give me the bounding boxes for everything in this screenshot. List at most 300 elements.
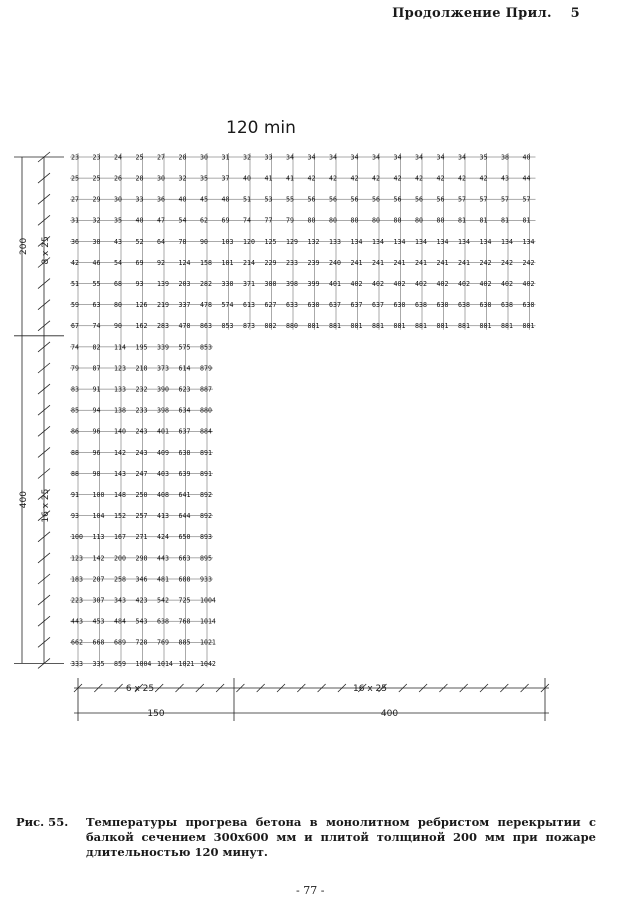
temperature-value: 200 xyxy=(114,554,126,563)
temperature-value: 637 xyxy=(329,301,341,310)
temperature-value: 1014 xyxy=(157,659,173,668)
temperature-value: 195 xyxy=(135,343,148,352)
temperature-value: 443 xyxy=(71,617,83,626)
temperature-value: 229 xyxy=(264,258,277,267)
temperature-value: 134 xyxy=(522,237,535,246)
temperature-value: 337 xyxy=(178,301,191,310)
temperature-value: 30 xyxy=(114,195,122,204)
temperature-value: 69 xyxy=(135,258,144,267)
temperature-value: 38 xyxy=(501,153,509,162)
temperature-value: 882 xyxy=(264,322,277,331)
temperature-value: 298 xyxy=(135,554,148,563)
temperature-value: 46 xyxy=(92,258,101,267)
temperature-value: 104 xyxy=(92,512,105,521)
temperature-value: 63 xyxy=(92,301,101,310)
temperature-value: 402 xyxy=(350,280,363,288)
temperature-value: 80 xyxy=(307,216,316,225)
temperature-value: 68 xyxy=(114,280,122,288)
temperature-value: 891 xyxy=(200,448,212,457)
temperature-value: 399 xyxy=(307,280,320,288)
temperature-value: 892 xyxy=(200,491,212,499)
temperature-value: 853 xyxy=(221,322,234,331)
temperature-value: 402 xyxy=(522,280,535,288)
temperature-value: 81 xyxy=(501,216,509,225)
temperature-value: 398 xyxy=(286,280,298,288)
temperature-value: 77 xyxy=(264,216,273,225)
temperature-value: 638 xyxy=(307,301,320,310)
temperature-value: 34 xyxy=(415,153,423,162)
temperature-value: 443 xyxy=(157,554,169,563)
temperature-value: 34 xyxy=(350,153,359,162)
temperature-value: 69 xyxy=(221,216,230,225)
temperature-value: 31 xyxy=(71,216,79,225)
temperature-value: 79 xyxy=(286,216,294,225)
temperature-value: 43 xyxy=(501,174,509,183)
temperature-value: 126 xyxy=(135,301,148,310)
temperature-value: 242 xyxy=(479,258,492,267)
temperature-value: 333 xyxy=(71,659,83,668)
temperature-value: 892 xyxy=(200,512,212,521)
temperature-value: 91 xyxy=(92,385,101,394)
temperature-value: 85 xyxy=(71,406,79,415)
temperature-value: 40 xyxy=(135,216,144,225)
temperature-value: 86 xyxy=(71,427,79,436)
temperature-value: 79 xyxy=(71,364,79,373)
temperature-value: 639 xyxy=(178,469,191,478)
temperature-value: 24 xyxy=(114,153,122,162)
temperature-value: 575 xyxy=(178,343,191,352)
temperature-value: 574 xyxy=(221,301,234,310)
temperature-value: 1004 xyxy=(135,659,152,668)
temperature-value: 203 xyxy=(178,280,191,288)
temperature-value: 181 xyxy=(221,258,234,267)
temperature-value: 114 xyxy=(114,343,126,352)
temperature-value: 453 xyxy=(92,617,105,626)
temperature-value: 82 xyxy=(92,343,101,352)
dim-label-slab-thickness: 200 xyxy=(19,237,29,255)
temperature-value: 32 xyxy=(92,216,101,225)
temperature-value: 895 xyxy=(200,554,212,563)
temperature-value: 42 xyxy=(372,174,380,183)
temperature-value: 80 xyxy=(436,216,445,225)
temperature-value: 42 xyxy=(71,258,79,267)
temperature-value: 138 xyxy=(114,406,126,415)
temperature-value: 638 xyxy=(436,301,449,310)
temperature-value: 56 xyxy=(307,195,316,204)
temperature-value: 424 xyxy=(157,533,169,542)
temperature-value: 638 xyxy=(415,301,427,310)
temperature-value: 241 xyxy=(393,258,406,267)
temperature-value: 35 xyxy=(200,174,208,183)
temperature-value: 32 xyxy=(243,153,251,162)
temperature-value: 1042 xyxy=(200,659,216,668)
temperature-value: 638 xyxy=(157,617,169,626)
temperature-value: 242 xyxy=(501,258,513,267)
temperature-value: 873 xyxy=(243,322,255,331)
temperature-value: 43 xyxy=(114,237,122,246)
temperature-value: 36 xyxy=(71,237,79,246)
temperature-value: 402 xyxy=(436,280,449,288)
temperature-value: 893 xyxy=(200,533,212,542)
figure-title: 120 min xyxy=(226,118,296,138)
temperature-value: 250 xyxy=(135,491,148,499)
temperature-value: 214 xyxy=(243,258,255,267)
temperature-value: 57 xyxy=(458,195,466,204)
temperature-value: 25 xyxy=(135,153,144,162)
temperature-value: 339 xyxy=(157,343,169,352)
temperature-value: 233 xyxy=(286,258,298,267)
temperature-value: 57 xyxy=(522,195,531,204)
temperature-value: 98 xyxy=(92,469,101,478)
temperature-value: 42 xyxy=(458,174,466,183)
temperature-value: 31 xyxy=(221,153,230,162)
temperature-value: 53 xyxy=(264,195,273,204)
temperature-value: 80 xyxy=(350,216,359,225)
temperature-value: 87 xyxy=(92,364,101,373)
temperature-value: 55 xyxy=(286,195,294,204)
figure-caption xyxy=(16,815,596,860)
temperature-value: 638 xyxy=(522,301,535,310)
temperature-value: 233 xyxy=(135,406,148,415)
temperature-value: 623 xyxy=(178,385,191,394)
temperature-value: 28 xyxy=(178,153,187,162)
temperature-value: 134 xyxy=(501,237,513,246)
temperature-value: 133 xyxy=(114,385,126,394)
temperature-value: 880 xyxy=(200,406,212,415)
temperature-value: 134 xyxy=(458,237,470,246)
temperature-value: 881 xyxy=(522,322,535,331)
temperature-value: 346 xyxy=(135,575,148,584)
temperature-value: 54 xyxy=(178,216,187,225)
temperature-value: 613 xyxy=(243,301,255,310)
temperature-value: 123 xyxy=(114,364,126,373)
temperature-value: 879 xyxy=(200,364,212,373)
temperature-value: 56 xyxy=(436,195,445,204)
temperature-value: 78 xyxy=(178,237,187,246)
temperature-value: 34 xyxy=(393,153,402,162)
temperature-value: 241 xyxy=(436,258,449,267)
temperature-value: 142 xyxy=(92,554,105,563)
temperature-value: 484 xyxy=(114,617,126,626)
temperature-value: 662 xyxy=(71,638,83,647)
temperature-value: 48 xyxy=(221,195,230,204)
temperature-value: 637 xyxy=(178,427,191,436)
temperature-value: 241 xyxy=(372,258,384,267)
temperature-value: 134 xyxy=(372,237,384,246)
temperature-value: 42 xyxy=(436,174,445,183)
temperature-value: 402 xyxy=(479,280,492,288)
temperature-value: 83 xyxy=(71,385,79,394)
temperature-value: 44 xyxy=(522,174,531,183)
temperature-value: 80 xyxy=(114,301,122,310)
temperature-value: 56 xyxy=(393,195,402,204)
temperature-value: 113 xyxy=(92,533,105,542)
temperature-value: 59 xyxy=(71,301,79,310)
temperature-value: 881 xyxy=(329,322,341,331)
temperature-value: 638 xyxy=(479,301,492,310)
temperature-value: 881 xyxy=(501,322,513,331)
temperature-value: 481 xyxy=(157,575,169,584)
temperature-value: 93 xyxy=(71,512,79,521)
temperature-value: 307 xyxy=(92,596,105,605)
temperature-value: 158 xyxy=(200,258,212,267)
temperature-value: 634 xyxy=(178,406,191,415)
temperature-value: 243 xyxy=(135,448,148,457)
temperature-value: 258 xyxy=(114,575,126,584)
temperature-value: 728 xyxy=(135,638,148,647)
temperature-value: 91 xyxy=(71,491,79,499)
temperature-value: 134 xyxy=(415,237,427,246)
temperature-value: 401 xyxy=(157,427,169,436)
temperature-value: 335 xyxy=(92,659,105,668)
temperature-value: 232 xyxy=(135,385,148,394)
temperature-value: 881 xyxy=(436,322,449,331)
temperature-value: 96 xyxy=(92,448,101,457)
temperature-value: 140 xyxy=(114,427,126,436)
temperature-value: 51 xyxy=(71,280,79,288)
temperature-value: 638 xyxy=(501,301,513,310)
temperature-value: 134 xyxy=(393,237,406,246)
temperature-value: 37 xyxy=(221,174,230,183)
temperature-value: 650 xyxy=(178,533,191,542)
temperature-value: 27 xyxy=(71,195,79,204)
temperature-value: 183 xyxy=(71,575,83,584)
temperature-value: 880 xyxy=(286,322,298,331)
temperature-value: 162 xyxy=(135,322,148,331)
temperature-value: 35 xyxy=(479,153,488,162)
dim-label-width-beam-spacing: 6 x 25 xyxy=(125,684,155,694)
temperature-value: 207 xyxy=(92,575,105,584)
temperature-value: 81 xyxy=(479,216,488,225)
temperature-value: 881 xyxy=(415,322,427,331)
temperature-value: 148 xyxy=(114,491,126,499)
temperature-value: 543 xyxy=(135,617,148,626)
temperature-value: 863 xyxy=(200,322,212,331)
temperature-value: 23 xyxy=(71,153,79,162)
temperature-value: 54 xyxy=(114,258,122,267)
temperature-value: 139 xyxy=(157,280,169,288)
temperature-value: 81 xyxy=(522,216,531,225)
temperature-value: 887 xyxy=(200,385,212,394)
temperature-value: 74 xyxy=(92,322,101,331)
temperature-value: 769 xyxy=(157,638,169,647)
temperature-value: 42 xyxy=(350,174,359,183)
temperature-value: 143 xyxy=(114,469,126,478)
temperature-value: 371 xyxy=(243,280,255,288)
temperature-value: 55 xyxy=(92,280,101,288)
temperature-value: 134 xyxy=(479,237,492,246)
temperature-value: 668 xyxy=(92,638,105,647)
temperature-value: 56 xyxy=(329,195,337,204)
temperature-value: 120 xyxy=(243,237,255,246)
temperature-value: 80 xyxy=(329,216,337,225)
temperature-value: 933 xyxy=(200,575,212,584)
temperature-value: 633 xyxy=(286,301,298,310)
temperature-value: 241 xyxy=(415,258,427,267)
temperature-value: 96 xyxy=(92,427,101,436)
temperature-value: 637 xyxy=(350,301,363,310)
temperature-value: 34 xyxy=(458,153,466,162)
temperature-value: 689 xyxy=(114,638,126,647)
temperature-value: 25 xyxy=(92,174,101,183)
temperature-value: 402 xyxy=(501,280,513,288)
temperature-value: 103 xyxy=(221,237,234,246)
temperature-value: 36 xyxy=(157,195,165,204)
temperature-value: 218 xyxy=(135,364,148,373)
temperature-value: 80 xyxy=(372,216,380,225)
temperature-value: 40 xyxy=(178,195,187,204)
temperature-value: 93 xyxy=(135,280,144,288)
temperature-value: 42 xyxy=(329,174,337,183)
temperature-value: 28 xyxy=(135,174,144,183)
temperature-value: 219 xyxy=(157,301,169,310)
dim-label-slab-width: 400 xyxy=(380,709,399,719)
temperature-value: 881 xyxy=(393,322,406,331)
dim-label-beam-height: 400 xyxy=(19,491,29,509)
temperature-value: 38 xyxy=(92,237,101,246)
temperature-value: 41 xyxy=(264,174,273,183)
temperature-value: 33 xyxy=(135,195,144,204)
temperature-value: 152 xyxy=(114,512,126,521)
temperature-value: 56 xyxy=(372,195,380,204)
temperature-value: 80 xyxy=(415,216,423,225)
temperature-value: 1014 xyxy=(200,617,216,626)
temperature-value: 343 xyxy=(114,596,126,605)
temperature-value: 42 xyxy=(479,174,488,183)
temperature-value: 25 xyxy=(71,174,79,183)
temperature-value: 478 xyxy=(178,322,191,331)
temperature-value: 80 xyxy=(393,216,402,225)
temperature-value: 638 xyxy=(393,301,406,310)
temperature-value: 42 xyxy=(393,174,402,183)
temperature-value: 881 xyxy=(479,322,492,331)
temperature-value: 34 xyxy=(286,153,294,162)
temperature-value: 402 xyxy=(415,280,427,288)
temperature-value: 100 xyxy=(71,533,83,542)
temperature-value: 478 xyxy=(200,301,212,310)
temperature-value: 223 xyxy=(71,596,83,605)
temperature-value: 32 xyxy=(178,174,187,183)
temperature-value: 881 xyxy=(307,322,320,331)
dim-label-width-slab-spacing: 16 x 25 xyxy=(353,684,387,694)
temperature-value: 92 xyxy=(157,258,165,267)
dim-label-beam-half-width: 150 xyxy=(147,709,165,719)
temperature-value: 47 xyxy=(157,216,165,225)
temperature-value: 1021 xyxy=(178,659,195,668)
caption-label: Рис. 55. xyxy=(16,815,69,829)
temperature-value: 51 xyxy=(243,195,251,204)
temperature-value: 403 xyxy=(157,469,169,478)
temperature-value: 62 xyxy=(200,216,208,225)
temperature-value: 41 xyxy=(286,174,294,183)
temperature-value: 768 xyxy=(178,617,191,626)
temperature-value: 388 xyxy=(264,280,277,288)
temperature-value: 64 xyxy=(157,237,165,246)
temperature-value: 124 xyxy=(178,258,191,267)
temperature-value: 881 xyxy=(458,322,470,331)
temperature-value: 338 xyxy=(221,280,234,288)
temperature-value: 884 xyxy=(200,427,212,436)
temperature-value: 408 xyxy=(157,491,169,499)
temperature-value: 627 xyxy=(264,301,277,310)
temperature-value: 257 xyxy=(135,512,148,521)
temperature-value: 688 xyxy=(178,575,191,584)
temperature-value: 40 xyxy=(243,174,251,183)
temperature-value: 243 xyxy=(135,427,148,436)
temperature-value: 859 xyxy=(114,659,126,668)
temperature-value: 390 xyxy=(157,385,169,394)
temperature-value: 885 xyxy=(178,638,191,647)
temperature-value: 40 xyxy=(522,153,531,162)
temperature-value: 239 xyxy=(307,258,320,267)
temperature-value: 123 xyxy=(71,554,83,563)
temperature-value: 402 xyxy=(393,280,406,288)
temperature-value: 57 xyxy=(479,195,488,204)
temperature-value: 638 xyxy=(178,448,191,457)
dim-label-slab-spacing: 8 x 25 xyxy=(41,236,51,265)
temperature-value: 88 xyxy=(71,469,79,478)
temperature-value: 402 xyxy=(372,280,384,288)
temperature-value: 34 xyxy=(436,153,445,162)
temperature-value: 1004 xyxy=(200,596,216,605)
temperature-value: 88 xyxy=(71,448,79,457)
temperature-value: 1021 xyxy=(200,638,216,647)
temperature-value: 881 xyxy=(372,322,384,331)
temperature-value: 142 xyxy=(114,448,126,457)
temperature-value: 241 xyxy=(350,258,363,267)
temperature-value: 29 xyxy=(92,195,101,204)
temperature-value: 132 xyxy=(307,237,320,246)
temperature-value: 891 xyxy=(200,469,212,478)
temperature-value: 125 xyxy=(264,237,277,246)
temperature-value: 644 xyxy=(178,512,191,521)
temperature-value: 423 xyxy=(135,596,148,605)
temperature-value: 57 xyxy=(501,195,509,204)
temperature-value: 100 xyxy=(92,491,105,499)
header-appendix-number: 5 xyxy=(570,6,580,21)
temperature-value: 241 xyxy=(458,258,470,267)
temperature-value: 42 xyxy=(307,174,316,183)
temperature-value: 33 xyxy=(264,153,273,162)
temperature-value: 67 xyxy=(71,322,79,331)
temperature-value: 34 xyxy=(372,153,380,162)
temperature-value: 853 xyxy=(200,343,212,352)
temperature-value: 74 xyxy=(243,216,251,225)
temperature-value: 42 xyxy=(415,174,423,183)
temperature-value: 134 xyxy=(350,237,363,246)
temperature-value: 94 xyxy=(92,406,101,415)
temperature-value: 129 xyxy=(286,237,298,246)
temperature-value: 52 xyxy=(135,237,144,246)
temperature-value: 881 xyxy=(350,322,363,331)
page-number: - 77 - xyxy=(296,884,325,897)
temperature-value: 401 xyxy=(329,280,341,288)
temperature-value: 542 xyxy=(157,596,169,605)
temperature-value: 725 xyxy=(178,596,191,605)
temperature-value: 30 xyxy=(200,153,208,162)
temperature-value: 30 xyxy=(157,174,165,183)
temperature-value: 45 xyxy=(200,195,208,204)
temperature-value: 81 xyxy=(458,216,466,225)
temperature-value: 247 xyxy=(135,469,148,478)
temperature-value: 35 xyxy=(114,216,122,225)
temperature-value: 641 xyxy=(178,491,191,499)
temperature-value: 56 xyxy=(415,195,423,204)
temperature-value: 663 xyxy=(178,554,191,563)
temperature-value: 637 xyxy=(372,301,384,310)
temperature-value: 240 xyxy=(329,258,341,267)
temperature-value: 398 xyxy=(157,406,169,415)
